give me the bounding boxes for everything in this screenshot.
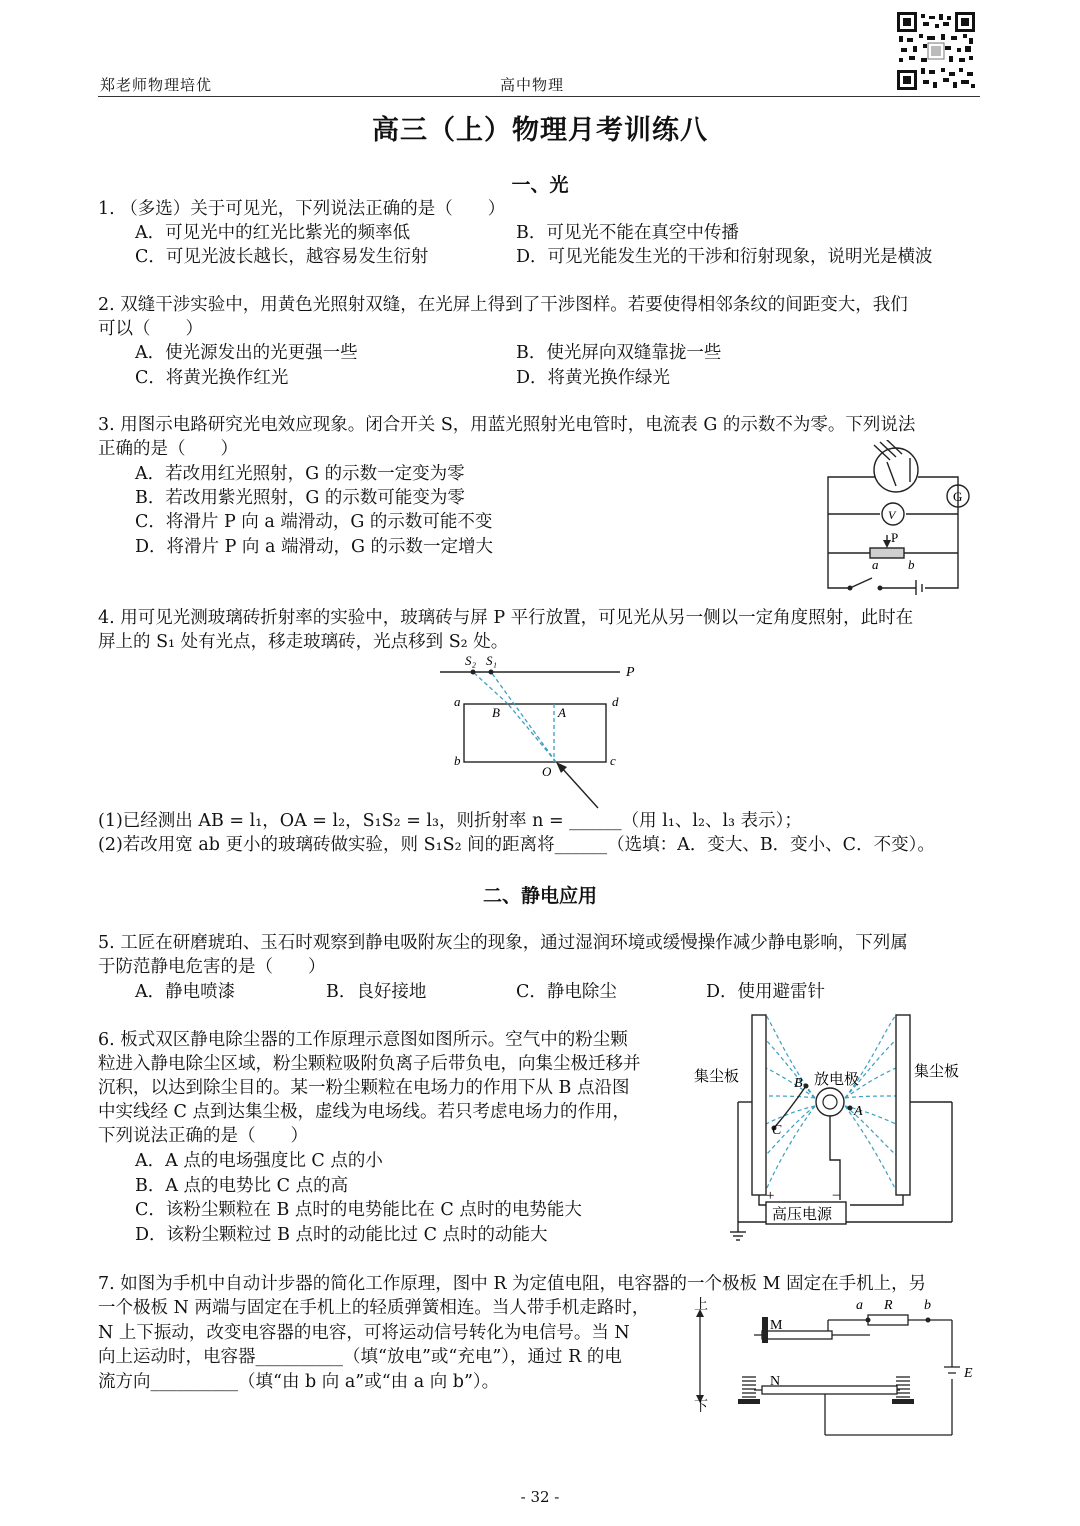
q6-fig-right-plate-label: 集尘板: [914, 1064, 960, 1080]
q4-fig-c-label: c: [610, 753, 616, 768]
q7-stem-line3: N 上下振动，改变电容器的电容，可将运动信号转化为电信号。当 N: [98, 1323, 630, 1343]
q7-stem-line1: 7. 如图为手机中自动计步器的简化工作原理，图中 R 为定值电阻，电容器的一个极板 M 固定在手机上，另: [98, 1274, 927, 1294]
q3-option-b: B．若改用紫光照射，G 的示数可能变为零: [135, 488, 465, 508]
q6-stem-line4: 中实线经 C 点到达集尘极，虚线为电场线。若只考虑电场力的作用，: [98, 1102, 631, 1122]
q6-fig-a-label: A: [854, 1104, 863, 1119]
page-title: 高三（上）物理月考训练八: [372, 115, 708, 146]
q4-fig-point-a-label: A: [558, 705, 566, 720]
q3-option-d: D．将滑片 P 向 a 端滑动，G 的示数一定增大: [135, 537, 494, 557]
q4-stem-line1: 4. 用可见光测玻璃砖折射率的实验中，玻璃砖与屏 P 平行放置，可见光从另一侧以一定角度照射，此时在: [98, 608, 914, 628]
q3-fig-b-label: b: [908, 557, 915, 572]
q1-option-a: A．可见光中的红光比紫光的频率低: [135, 223, 411, 243]
q6-option-b: B．A 点的电势比 C 点的高: [135, 1176, 349, 1196]
q7-fig-b-label: b: [924, 1298, 931, 1313]
q3-stem-line1: 3. 用图示电路研究光电效应现象。闭合开关 S，用蓝光照射光电管时，电流表 G 的示数不为零。下列说法: [98, 415, 916, 435]
q4-stem-line2: 屏上的 S₁ 处有光点，移走玻璃砖，光点移到 S₂ 处。: [98, 632, 509, 652]
q4-fig-a-label: a: [454, 694, 461, 709]
q7-fig-n-label: N: [770, 1374, 781, 1389]
photoelectric-circuit-diagram: [820, 440, 980, 595]
q4-fig-point-b-label: B: [492, 705, 500, 720]
q6-fig-plus-label: +: [766, 1188, 775, 1204]
q4-fig-b-label: b: [454, 753, 461, 768]
q2-stem-line1: 2. 双缝干涉实验中，用黄色光照射双缝，在光屏上得到了干涉图样。若要使得相邻条纹的间距变大，我们: [98, 295, 908, 315]
q6-stem-line1: 6. 板式双区静电除尘器的工作原理示意图如图所示。空气中的粉尘颗: [98, 1030, 628, 1050]
q5-option-b: B．良好接地: [326, 982, 427, 1002]
q1-option-b: B．可见光不能在真空中传播: [516, 223, 739, 243]
q2-option-a: A．使光源发出的光更强一些: [135, 343, 358, 363]
q6-stem-line3: 沉积，以达到除尘目的。某一粉尘颗粒在电场力的作用下从 B 点沿图: [98, 1078, 630, 1098]
glass-brick-refraction-diagram: [440, 650, 650, 835]
q4-part1: (1)已经测出 AB = l₁，OA = l₂，S₁S₂ = l₃，则折射率 n = ______（用 l₁、l₂、l₃ 表示）；: [98, 811, 802, 831]
q1-stem: 1. （多选）关于可见光，下列说法正确的是（ ）: [98, 199, 506, 219]
q3-fig-g-label: G: [953, 489, 963, 504]
section-heading-electrostatics: 二、静电应用: [482, 885, 597, 907]
q5-option-a: A．静电喷漆: [135, 982, 236, 1002]
section-heading-light: 一、光: [511, 174, 569, 196]
q4-fig-o-label: O: [542, 764, 552, 779]
q6-fig-minus-label: −: [832, 1188, 841, 1204]
q1-option-c: C．可见光波长越长，越容易发生衍射: [135, 247, 429, 267]
q6-option-a: A．A 点的电场强度比 C 点的小: [135, 1151, 383, 1171]
header-center: 高中物理: [500, 76, 565, 94]
q7-stem-line4: 向上运动时，电容器__________（填“放电”或“充电”），通过 R 的电: [98, 1347, 622, 1367]
q4-fig-s2-label: S₂: [465, 653, 477, 668]
q2-stem-line2: 可以（ ）: [98, 319, 203, 339]
q7-stem-line2: 一个极板 N 两端与固定在手机上的轻质弹簧相连。当人带手机走路时，: [98, 1298, 650, 1318]
q5-stem-line1: 5. 工匠在研磨琥珀、玉石时观察到静电吸附灰尘的现象，通过湿润环境或缓慢操作减少静电影响，下列属: [98, 933, 908, 953]
q3-option-a: A．若改用红光照射，G 的示数一定变为零: [135, 464, 465, 484]
q6-stem-line2: 粒进入静电除尘区域，粉尘颗粒吸附负离子后带负电，向集尘极迁移并: [98, 1054, 641, 1074]
q1-option-d: D．可见光能发生光的干涉和衍射现象，说明光是横波: [516, 247, 933, 267]
q7-fig-down-label: 下: [694, 1400, 708, 1415]
q6-option-d: D．该粉尘颗粒过 B 点时的动能比过 C 点时的动能大: [135, 1225, 548, 1245]
q5-option-d: D．使用避雷针: [706, 982, 826, 1002]
q5-stem-line2: 于防范静电危害的是（ ）: [98, 957, 326, 977]
q5-option-c: C．静电除尘: [516, 982, 617, 1002]
electrostatic-precipitator-diagram: [690, 1010, 975, 1245]
q3-stem-line2: 正确的是（ ）: [98, 439, 238, 459]
q6-fig-left-plate-label: 集尘板: [694, 1069, 740, 1085]
q3-fig-a-label: a: [872, 557, 879, 572]
q2-option-d: D．将黄光换作绿光: [516, 368, 671, 388]
q6-fig-c-label: C: [772, 1123, 782, 1138]
page-number: - 32 -: [520, 1488, 560, 1506]
q7-stem-line5: 流方向__________（填“由 b 向 a”或“由 a 向 b”）。: [98, 1372, 500, 1392]
q3-fig-v-label: V: [888, 508, 896, 522]
q4-fig-d-label: d: [612, 694, 619, 709]
q6-fig-power-label: 高压电源: [772, 1207, 833, 1223]
q3-fig-p-label: P: [891, 530, 899, 545]
q4-part2: (2)若改用宽 ab 更小的玻璃砖做实验，则 S₁S₂ 间的距离将______（选填：A．变大、B．变小、C．不变）。: [98, 835, 935, 855]
q7-fig-e-label: E: [964, 1366, 973, 1381]
q4-fig-p-label: P: [626, 665, 635, 680]
q6-fig-b-label: B: [794, 1076, 803, 1091]
header-rule: [98, 96, 980, 97]
q6-option-c: C．该粉尘颗粒在 B 点时的电势能比在 C 点时的电势能大: [135, 1200, 582, 1220]
q6-fig-discharge-label: 放电极: [814, 1072, 860, 1088]
q4-fig-s1-label: S₁: [486, 653, 498, 668]
q7-fig-a-label: a: [856, 1298, 863, 1313]
q6-stem-line5: 下列说法正确的是（ ）: [98, 1126, 308, 1146]
qr-code-icon: [897, 12, 975, 90]
step-counter-capacitor-diagram: [690, 1295, 980, 1445]
header-left: 郑老师物理培优: [100, 76, 213, 94]
q7-fig-m-label: M: [770, 1318, 783, 1333]
q7-fig-r-label: R: [884, 1298, 893, 1313]
q2-option-c: C．将黄光换作红光: [135, 368, 289, 388]
q7-fig-up-label: 上: [694, 1298, 708, 1313]
q2-option-b: B．使光屏向双缝靠拢一些: [516, 343, 722, 363]
q3-option-c: C．将滑片 P 向 a 端滑动，G 的示数可能不变: [135, 512, 493, 532]
